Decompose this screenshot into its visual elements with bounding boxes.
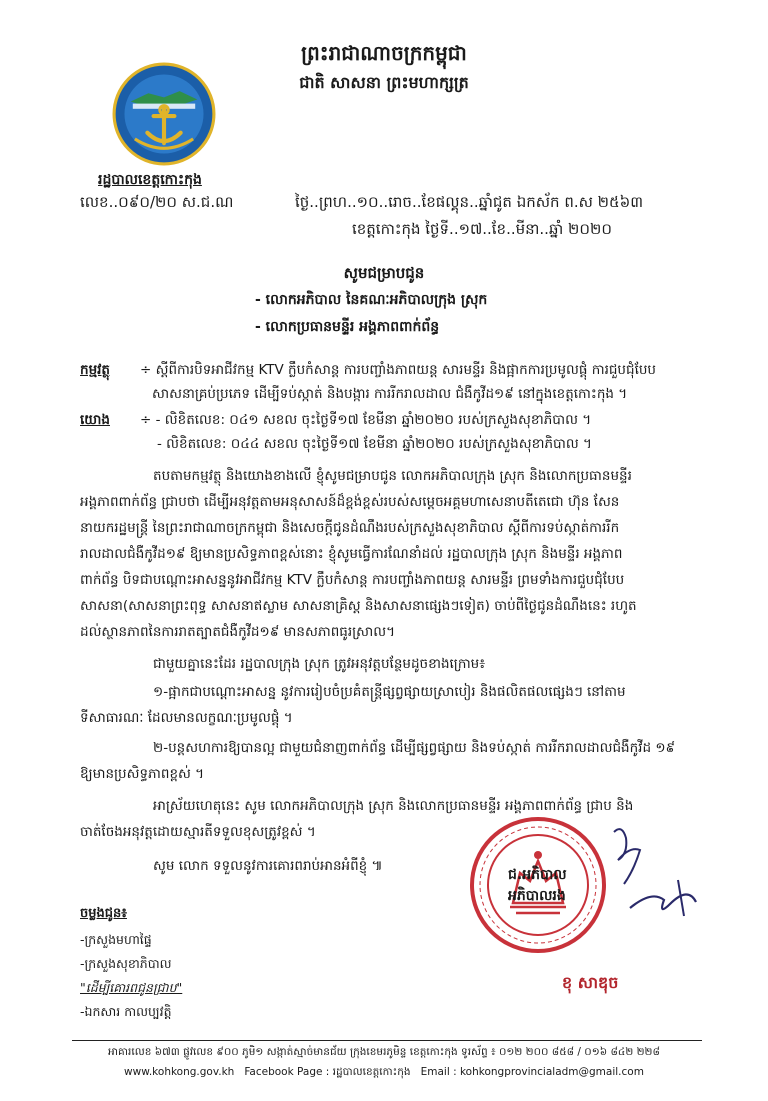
cc-item: -ឯកសារ កាលប្បវត្តិ — [80, 1004, 172, 1019]
body-line: ពាក់ព័ន្ធ បិទជាបណ្តោះអាសន្ននូវអាជីវកម្ម KTV ក្លឹបកំសាន្ត ការបញ្ចាំងភាពយន្ត សារមន្ទីរ ព្រមទាំងការជួបជុំបែប — [80, 572, 625, 588]
body-line: ទីសាធារណៈ ដែលមានលក្ខណៈប្រមូលផ្តុំ ។ — [80, 710, 293, 726]
footer-email[interactable]: Email : kohkongprovincialadm@gmail.com — [420, 1066, 644, 1078]
cc-title: ចម្លងជូន៖ — [80, 906, 127, 921]
cc-item: -ក្រសួងសុខាភិបាល — [80, 956, 172, 971]
body-line: អង្គភាពពាក់ព័ន្ធ ជ្រាបថា ដើម្បីអនុវត្តតាមអនុសាសន៍ដ៏ខ្ពង់ខ្ពស់របស់សម្តេចអគ្គមហាសេនាបតីតេជោ ហ៊ុន សែន — [80, 494, 620, 510]
reference-line: - លិខិតលេខ: ០៤៤ សខល ចុះថ្ងៃទី១៧ ខែមីនា ឆ្នាំ២០២០ របស់ក្រសួងសុខាភិបាល ។ — [157, 436, 592, 452]
body-line: ដល់ស្ថានភាពនៃការរាតត្បាតជំងឺកូវីដ១៩ មានសភាពធូរស្រាល។ — [80, 624, 396, 640]
closing-line: សូម លោក ទទួលនូវការគោរពរាប់អានអំពីខ្ញុំ ៕ — [153, 858, 383, 874]
body-line: ២-បន្តសហការឱ្យបានល្អ ជាមួយជំនាញពាក់ព័ន្ធ ដើម្បីផ្សព្វផ្សាយ និងទប់ស្កាត់ ការរីករាលដាលជំងឺកូវីដ ១៩ — [153, 740, 676, 756]
kingdom-heading: ព្រះរាជាណាចក្រកម្ពុជា — [301, 41, 467, 65]
recipient-item: - លោកប្រធានមន្ទីរ អង្គភាពពាក់ព័ន្ធ — [255, 319, 440, 335]
body-line: អាស្រ័យហេតុនេះ សូម លោកអភិបាលក្រុង ស្រុក និងលោកប្រធានមន្ទីរ អង្គភាពពាក់ព័ន្ធ ជ្រាប និង — [153, 798, 634, 814]
reference-line: ÷ - លិខិតលេខ: ០៤១ សខល ចុះថ្ងៃទី១៧ ខែមីនា ឆ្នាំ២០២០ របស់ក្រសួងសុខាភិបាល ។ — [140, 412, 592, 428]
body-line: ឱ្យមានប្រសិទ្ធភាពខ្ពស់ ។ — [80, 766, 205, 782]
signatory-title-line: ជ.អភិបាល — [508, 867, 567, 883]
footer-address: អាគារលេខ ៦៧៣ ផ្លូវលេខ ៩០០ ភូមិ១ សង្កាត់ស្មាច់មានជ័យ ក្រុងខេមរភូមិន្ទ ខេត្តកោះកុង ទូរស័ព្ទ ៖ ០១២ ២០០ ៨៥៨ / ០១៦ ៨៤២ ២២៨ — [108, 1046, 660, 1058]
body-line: នាយករដ្ឋមន្ត្រី នៃព្រះរាជាណាចក្រកម្ពុជា និងសេចក្តីជូនដំណឹងរបស់ក្រសួងសុខាភិបាល ស្តីពីការទប់ស្កាត់ការរីក — [80, 520, 620, 536]
reference-label: យោង — [80, 412, 110, 428]
handwritten-signature-icon — [600, 820, 710, 930]
recipient-item: - លោកអភិបាល នៃគណៈអភិបាលក្រុង ស្រុក — [255, 292, 488, 308]
footer-divider — [72, 1040, 702, 1041]
footer-contacts — [0, 1066, 768, 1081]
body-line: តបតាមកម្មវត្ថុ និងយោងខាងលើ ខ្ញុំសូមជម្រាបជូន លោកអភិបាលក្រុង ស្រុក និងលោកប្រធានមន្ទីរ — [153, 468, 632, 484]
body-line: រាលដាលជំងឺកូវីដ១៩ ឱ្យមានប្រសិទ្ធភាពខ្ពស់នោះ ខ្ញុំសូមធ្វើការណែនាំដល់ រដ្ឋបាលក្រុង ស្រុក និងមន្ទីរ អង្គភាព — [80, 546, 623, 562]
signatory-name: ខុ សាឌុច — [562, 973, 619, 992]
reference-number: លេខ..០៩០/២០ ស.ជ.ណ — [80, 193, 234, 211]
signatory-title — [508, 865, 567, 907]
subject-line: ÷ ស្តីពីការបិទអាជីវកម្ម KTV ក្លឹបកំសាន្ត ការបញ្ចាំងភាពយន្ត សារមន្ទីរ និងផ្អាកការប្រមូលផ្តុំ ការជួបជុំបែប — [140, 362, 656, 378]
solar-date: ខេត្តកោះកុង ថ្ងៃទី..១៧..ខែ..មីនា..ឆ្នាំ ២០២០ — [352, 220, 612, 238]
signatory-title-line: អភិបាលរង — [508, 888, 566, 904]
recipients-title: សូមជម្រាបជូន — [343, 264, 425, 282]
body-line: សាសនា(សាសនាព្រះពុទ្ធ សាសនាឥស្លាម សាសនាគ្រិស្ត និងសាសនាផ្សេងៗទៀត) ចាប់ពីថ្ងៃជូនដំណឹងនេះ រហូត — [80, 598, 637, 614]
footer-website[interactable]: www.kohkong.gov.kh — [124, 1066, 235, 1078]
body-line: ចាត់ចែងអនុវត្តដោយស្មារតីទទួលខុសត្រូវខ្ពស់ ។ — [80, 824, 316, 840]
provincial-emblem-icon — [112, 62, 216, 166]
subject-label: កម្មវត្ថុ — [80, 362, 110, 378]
cc-item: -ក្រសួងមហាផ្ទៃ — [80, 932, 152, 947]
issuing-authority: រដ្ឋបាលខេត្តកោះកុង — [98, 172, 202, 188]
body-line: ជាមួយគ្នានេះដែរ រដ្ឋបាលក្រុង ស្រុក ត្រូវអនុវត្តបន្ថែមដូចខាងក្រោម៖ — [153, 656, 486, 672]
body-line: ១-ផ្អាកជាបណ្តោះអាសន្ន នូវការរៀបចំប្រគំតន្ត្រីផ្សព្វផ្សាយស្រាបៀរ និងផលិតផលផ្សេងៗ នៅតាម — [153, 684, 626, 700]
lunar-date: ថ្ងៃ..ព្រហ..១០..រោច..ខែផល្គុន..ឆ្នាំជូត ឯកស័ក ព.ស ២៥៦៣ — [295, 193, 644, 211]
subject-line: សាសនាគ្រប់ប្រភេទ ដើម្បីទប់ស្កាត់ និងបង្ការ ការរីករាលដាល ជំងឺកូវីដ១៩ នៅក្នុងខេត្តកោះកុង ។ — [152, 386, 628, 402]
cc-item: "ដើម្បីគោរពជូនជ្រាប" — [80, 980, 183, 995]
national-motto: ជាតិ សាសនា ព្រះមហាក្សត្រ — [299, 73, 469, 92]
footer-facebook[interactable]: Facebook Page : រដ្ឋបាលខេត្តកោះកុង — [244, 1066, 411, 1078]
